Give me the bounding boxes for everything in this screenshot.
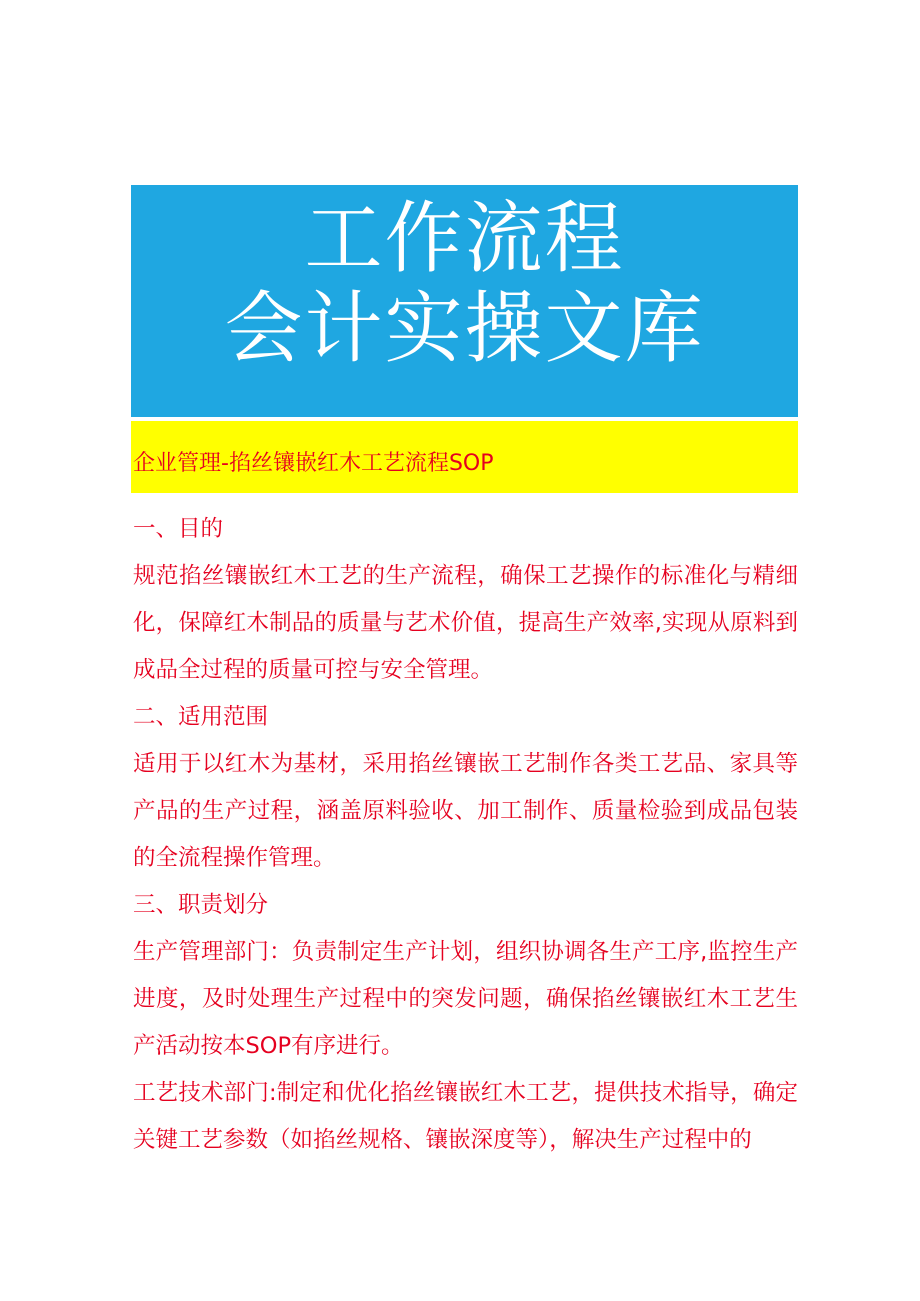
section-text-production-dept: 生产管理部门：负责制定生产计划，组织协调各生产工序,监控生产进度，及时处理生产过程中的突发问题，确保掐丝镶嵌红木工艺生产活动按本SOP有序进行。 (133, 939, 798, 1059)
banner-title-line2: 会计实操文库 (224, 284, 705, 374)
section-text-tech-dept: 工艺技术部门:制定和优化掐丝镶嵌红木工艺，提供技术指导，确定关键工艺参数（如掐丝规格、镶嵌深度等），解决生产过程中的 (133, 1080, 798, 1153)
subtitle-bar (131, 421, 798, 493)
section-heading-purpose: 一、目的 (133, 516, 224, 542)
title-banner (131, 185, 798, 417)
section-heading-responsibilities: 三、职责划分 (133, 892, 269, 918)
section-text-scope: 适用于以红木为基材，采用掐丝镶嵌工艺制作各类工艺品、家具等产品的生产过程，涵盖原料验收、加工制作、质量检验到成品包装的全流程操作管理。 (133, 751, 798, 871)
section-text-purpose: 规范掐丝镶嵌红木工艺的生产流程，确保工艺操作的标准化与精细化，保障红木制品的质量与艺术价值，提高生产效率,实现从原料到成品全过程的质量可控与安全管理。 (133, 563, 798, 683)
document-subtitle: 企业管理-掐丝镶嵌红木工艺流程SOP (133, 451, 494, 476)
document-body (133, 506, 798, 1164)
section-heading-scope: 二、适用范围 (133, 704, 269, 730)
banner-title-line1: 工作流程 (304, 194, 625, 284)
